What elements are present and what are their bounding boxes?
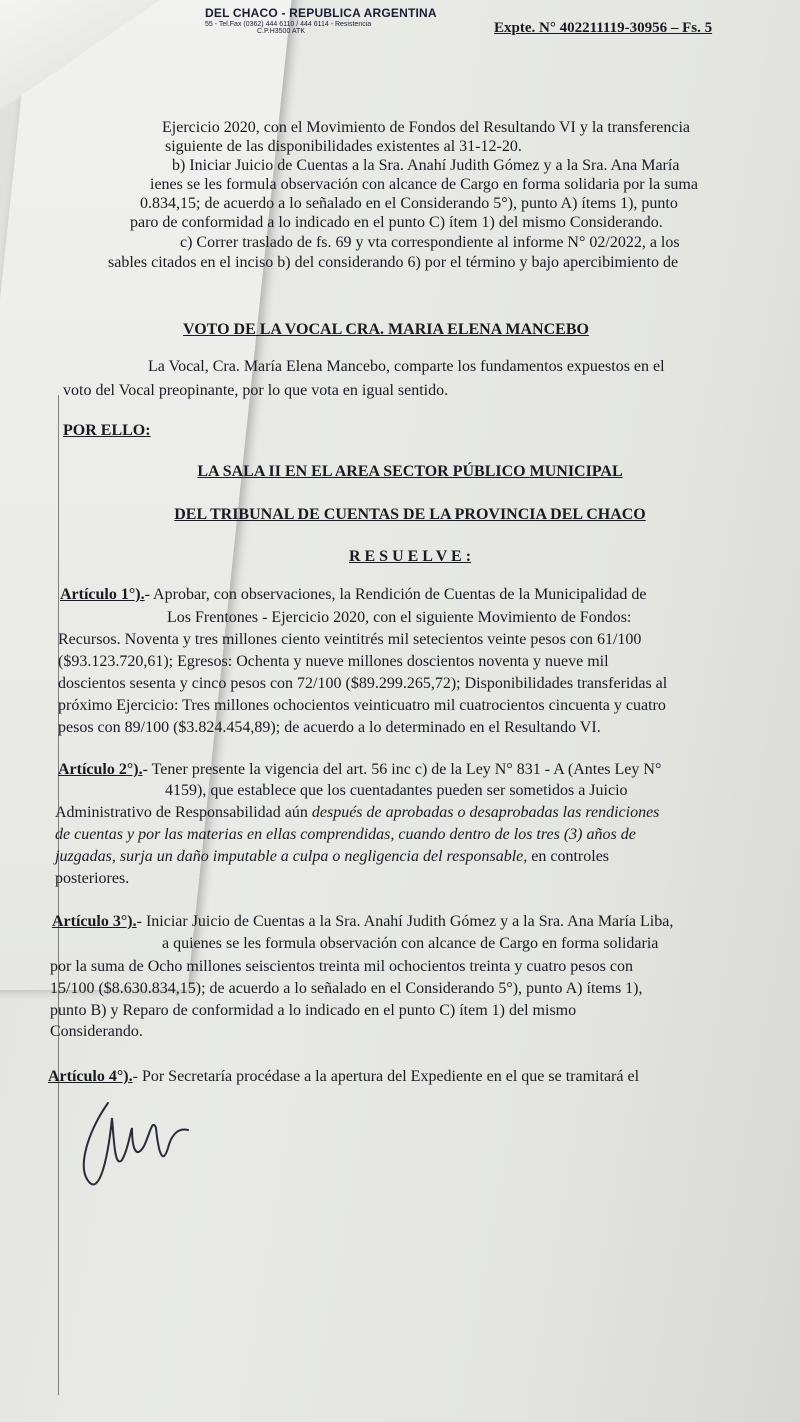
top-line-8: sables citados en el inciso b) del considerando 6) por el término y bajo apercibimiento de bbox=[108, 254, 679, 271]
top-line-1: Ejercicio 2020, con el Movimiento de Fondos del Resultando VI y la transferencia bbox=[162, 119, 691, 136]
article-4-line-1: Artículo 4°).- Por Secretaría procédase a la apertura del Expediente en el que se tramitará el bbox=[48, 1068, 640, 1085]
letterhead-phone: 55 - Tel.Fax (0362) 444 6110 / 444 6114 - Resistencia bbox=[205, 21, 372, 28]
article-1-line-4: ($93.123.720,61); Egresos: Ochenta y nueve millones doscientos noventa y nueve mil bbox=[58, 653, 609, 670]
handwritten-initials bbox=[70, 1088, 210, 1198]
top-line-3: b) Iniciar Juicio de Cuentas a la Sra. Anahí Judith Gómez y a la Sra. Ana María bbox=[172, 157, 680, 174]
article-1-line-7: pesos con 89/100 ($3.824.454,89); de acuerdo a lo determinado en el Resultando VI. bbox=[58, 719, 601, 736]
article-2-line-4: de cuentas y por las materias en ellas comprendidas, cuando dentro de los tres (3) años de bbox=[55, 826, 636, 843]
article-3-label: Artículo 3°). bbox=[52, 913, 137, 930]
tribunal-heading: DEL TRIBUNAL DE CUENTAS DE LA PROVINCIA DEL CHACO bbox=[174, 506, 646, 523]
article-2-line-6: posteriores. bbox=[55, 870, 130, 887]
letterhead bbox=[205, 6, 445, 35]
letterhead-org: DEL CHACO - REPUBLICA ARGENTINA bbox=[205, 6, 437, 20]
article-3-line-1: Artículo 3°).- Iniciar Juicio de Cuentas a la Sra. Anahí Judith Gómez y a la Sra. Ana María Liba, bbox=[52, 913, 674, 930]
expediente-number: Expte. N° 402211119-30956 – Fs. 5 bbox=[494, 20, 713, 36]
vote-text-2: voto del Vocal preopinante, por lo que vota en igual sentido. bbox=[63, 382, 449, 399]
letterhead-postal: C.P.H3500 ATK bbox=[257, 28, 305, 35]
article-1-line-1: Artículo 1°).- Aprobar, con observaciones, la Rendición de Cuentas de la Municipalidad de bbox=[60, 586, 647, 603]
top-line-2: siguiente de las disponibilidades existentes al 31-12-20. bbox=[165, 138, 522, 155]
article-3-line-3: por la suma de Ocho millones seiscientos treinta mil ochocientos treinta y cuatro pesos con bbox=[50, 958, 633, 975]
resuelve-heading: R E S U E L V E : bbox=[348, 548, 472, 565]
top-line-7: c) Correr traslado de fs. 69 y vta correspondiente al informe N° 02/2022, a los bbox=[180, 234, 680, 251]
article-2-line-1: Artículo 2°).- Tener presente la vigencia del art. 56 inc c) de la Ley N° 831 - A (Antes Ley N° bbox=[58, 761, 662, 778]
vote-text-1: La Vocal, Cra. María Elena Mancebo, comparte los fundamentos expuestos en el bbox=[148, 358, 665, 375]
article-3-line-4: 15/100 ($8.630.834,15); de acuerdo a lo señalado en el Considerando 5°), punto A) ítems 1), bbox=[50, 980, 643, 997]
article-2-line-5: juzgadas, surja un daño imputable a culpa o negligencia del responsable, en controles bbox=[55, 848, 610, 865]
sala-heading: LA SALA II EN EL AREA SECTOR PÚBLICO MUNICIPAL bbox=[197, 463, 623, 480]
article-2-label: Artículo 2°). bbox=[58, 761, 143, 778]
article-3-line-6: Considerando. bbox=[50, 1023, 143, 1040]
margin-rule bbox=[58, 395, 59, 1395]
signature-stroke bbox=[84, 1103, 188, 1184]
top-line-4: ienes se les formula observación con alcance de Cargo en forma solidaria por la suma bbox=[150, 176, 698, 193]
article-1-line-3: Recursos. Noventa y tres millones ciento veintitrés mil setecientos veinte pesos con 61/100 bbox=[58, 631, 642, 648]
article-3-line-5: punto B) y Reparo de conformidad a lo indicado en el punto C) ítem 1) del mismo bbox=[50, 1002, 577, 1019]
article-4-label: Artículo 4°). bbox=[48, 1068, 133, 1085]
vote-heading: VOTO DE LA VOCAL CRA. MARIA ELENA MANCEBO bbox=[183, 321, 589, 338]
top-line-6: paro de conformidad a lo indicado en el punto C) ítem 1) del mismo Considerando. bbox=[130, 214, 663, 231]
top-line-5: 0.834,15; de acuerdo a lo señalado en el Considerando 5°), punto A) ítems 1), punto bbox=[140, 195, 678, 212]
article-1-line-2: Los Frentones - Ejercicio 2020, con el siguiente Movimiento de Fondos: bbox=[167, 609, 632, 626]
article-2-line-3: Administrativo de Responsabilidad aún después de aprobadas o desaprobadas las rendiciones bbox=[55, 804, 660, 821]
article-1-label: Artículo 1°). bbox=[60, 586, 145, 603]
article-2-line-2: 4159), que establece que los cuentadantes pueden ser sometidos a Juicio bbox=[165, 782, 628, 799]
article-1-line-5: doscientos sesenta y cinco pesos con 72/100 ($89.299.265,72); Disponibilidades transferidas al bbox=[58, 675, 668, 692]
article-1-line-6: próximo Ejercicio: Tres millones ochocientos veinticuatro mil cuatrocientos cincuenta y cuatro bbox=[58, 697, 666, 714]
por-ello: POR ELLO: bbox=[63, 422, 151, 439]
article-3-line-2: a quienes se les formula observación con alcance de Cargo en forma solidaria bbox=[162, 935, 659, 952]
